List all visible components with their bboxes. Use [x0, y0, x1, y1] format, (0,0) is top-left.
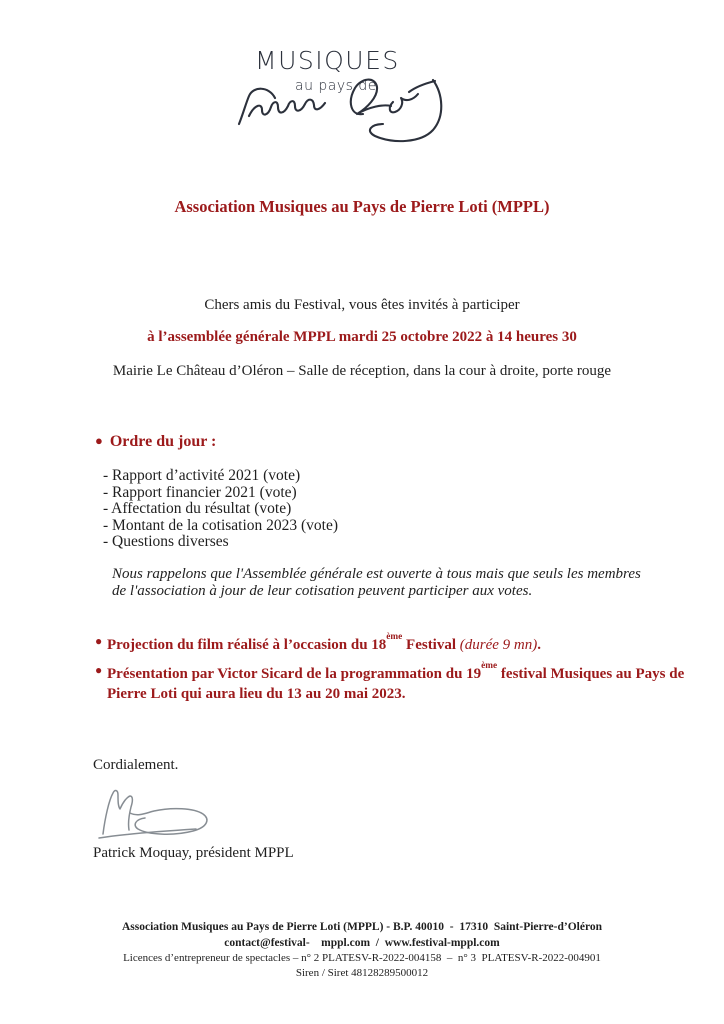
- agenda-item: - Affectation du résultat (vote): [103, 500, 292, 518]
- projection-item: [95, 632, 685, 656]
- presentation-main: Présentation par Victor Sicard de la programmation du 19: [107, 666, 482, 682]
- meeting-date-line: à l’assemblée générale MPPL mardi 25 octobre 2022 à 14 heures 30: [147, 329, 577, 345]
- letter-title: Association Musiques au Pays de Pierre Loti (MPPL): [174, 197, 550, 216]
- projection-festival: Festival: [402, 637, 460, 653]
- presentation-text: [107, 661, 684, 704]
- footer-address: Association Musiques au Pays de Pierre Loti (MPPL) - B.P. 40010 - 17310 Saint-Pierre-d’Oléron: [122, 921, 602, 933]
- agenda-heading-label: Ordre du jour :: [109, 433, 217, 450]
- agenda-item: - Rapport d’activité 2021 (vote): [103, 467, 301, 484]
- logo-tagline: au pays de: [295, 78, 377, 94]
- closing-salutation: Cordialement.: [93, 757, 179, 773]
- projection-period: .: [537, 637, 542, 653]
- agenda-list: [103, 468, 338, 551]
- mppl-logo: [238, 46, 458, 156]
- projection-text: [107, 632, 541, 656]
- ordinal-suffix: ème: [481, 660, 498, 671]
- bullet-icon: ●: [95, 433, 103, 448]
- agenda-item: - Montant de la cotisation 2023 (vote): [103, 516, 339, 534]
- agenda-item: - Questions diverses: [103, 533, 229, 551]
- voting-note-line1: Nous rappelons que l'Assemblée générale est ouverte à tous mais que seuls les membres: [112, 566, 641, 582]
- signer-name: Patrick Moquay, président MPPL: [93, 845, 294, 861]
- president-signature-icon: [96, 786, 214, 842]
- footer-licences: Licences d’entrepreneur de spectacles – n° 2 PLATESV-R-2022-004158 – n° 3 PLATESV-R-2022-004901: [123, 952, 601, 964]
- presentation-festival: festival Musiques au Pays de: [497, 666, 685, 682]
- pierre-loti-script-icon: [236, 76, 456, 154]
- footer-contact: contact@festival- mppl.com / www.festival-mppl.com: [224, 936, 500, 949]
- bullet-icon: ●: [95, 663, 103, 677]
- presentation-line2: Pierre Loti qui aura lieu du 13 au 20 mai 2023.: [107, 685, 406, 702]
- logo-wordmark: MUSIQUES: [255, 46, 400, 75]
- projection-duration: (durée 9 mn): [459, 637, 538, 653]
- presentation-item: [95, 661, 695, 704]
- ordinal-suffix: ème: [386, 631, 403, 642]
- agenda-item: - Rapport financier 2021 (vote): [103, 483, 297, 501]
- intro-line: Chers amis du Festival, vous êtes invités à participer: [204, 297, 520, 313]
- bullet-icon: ●: [95, 634, 103, 648]
- footer-siret: Siren / Siret 48128289500012: [295, 966, 429, 979]
- location-line: Mairie Le Château d’Oléron – Salle de réception, dans la cour à droite, porte rouge: [112, 363, 612, 379]
- agenda-heading: [95, 433, 216, 451]
- voting-note: [112, 566, 641, 600]
- projection-main: Projection du film réalisé à l’occasion du 18: [107, 637, 387, 653]
- letter-footer: [0, 920, 724, 980]
- voting-note-line2: de l'association à jour de leur cotisation peuvent participer aux votes.: [112, 583, 533, 599]
